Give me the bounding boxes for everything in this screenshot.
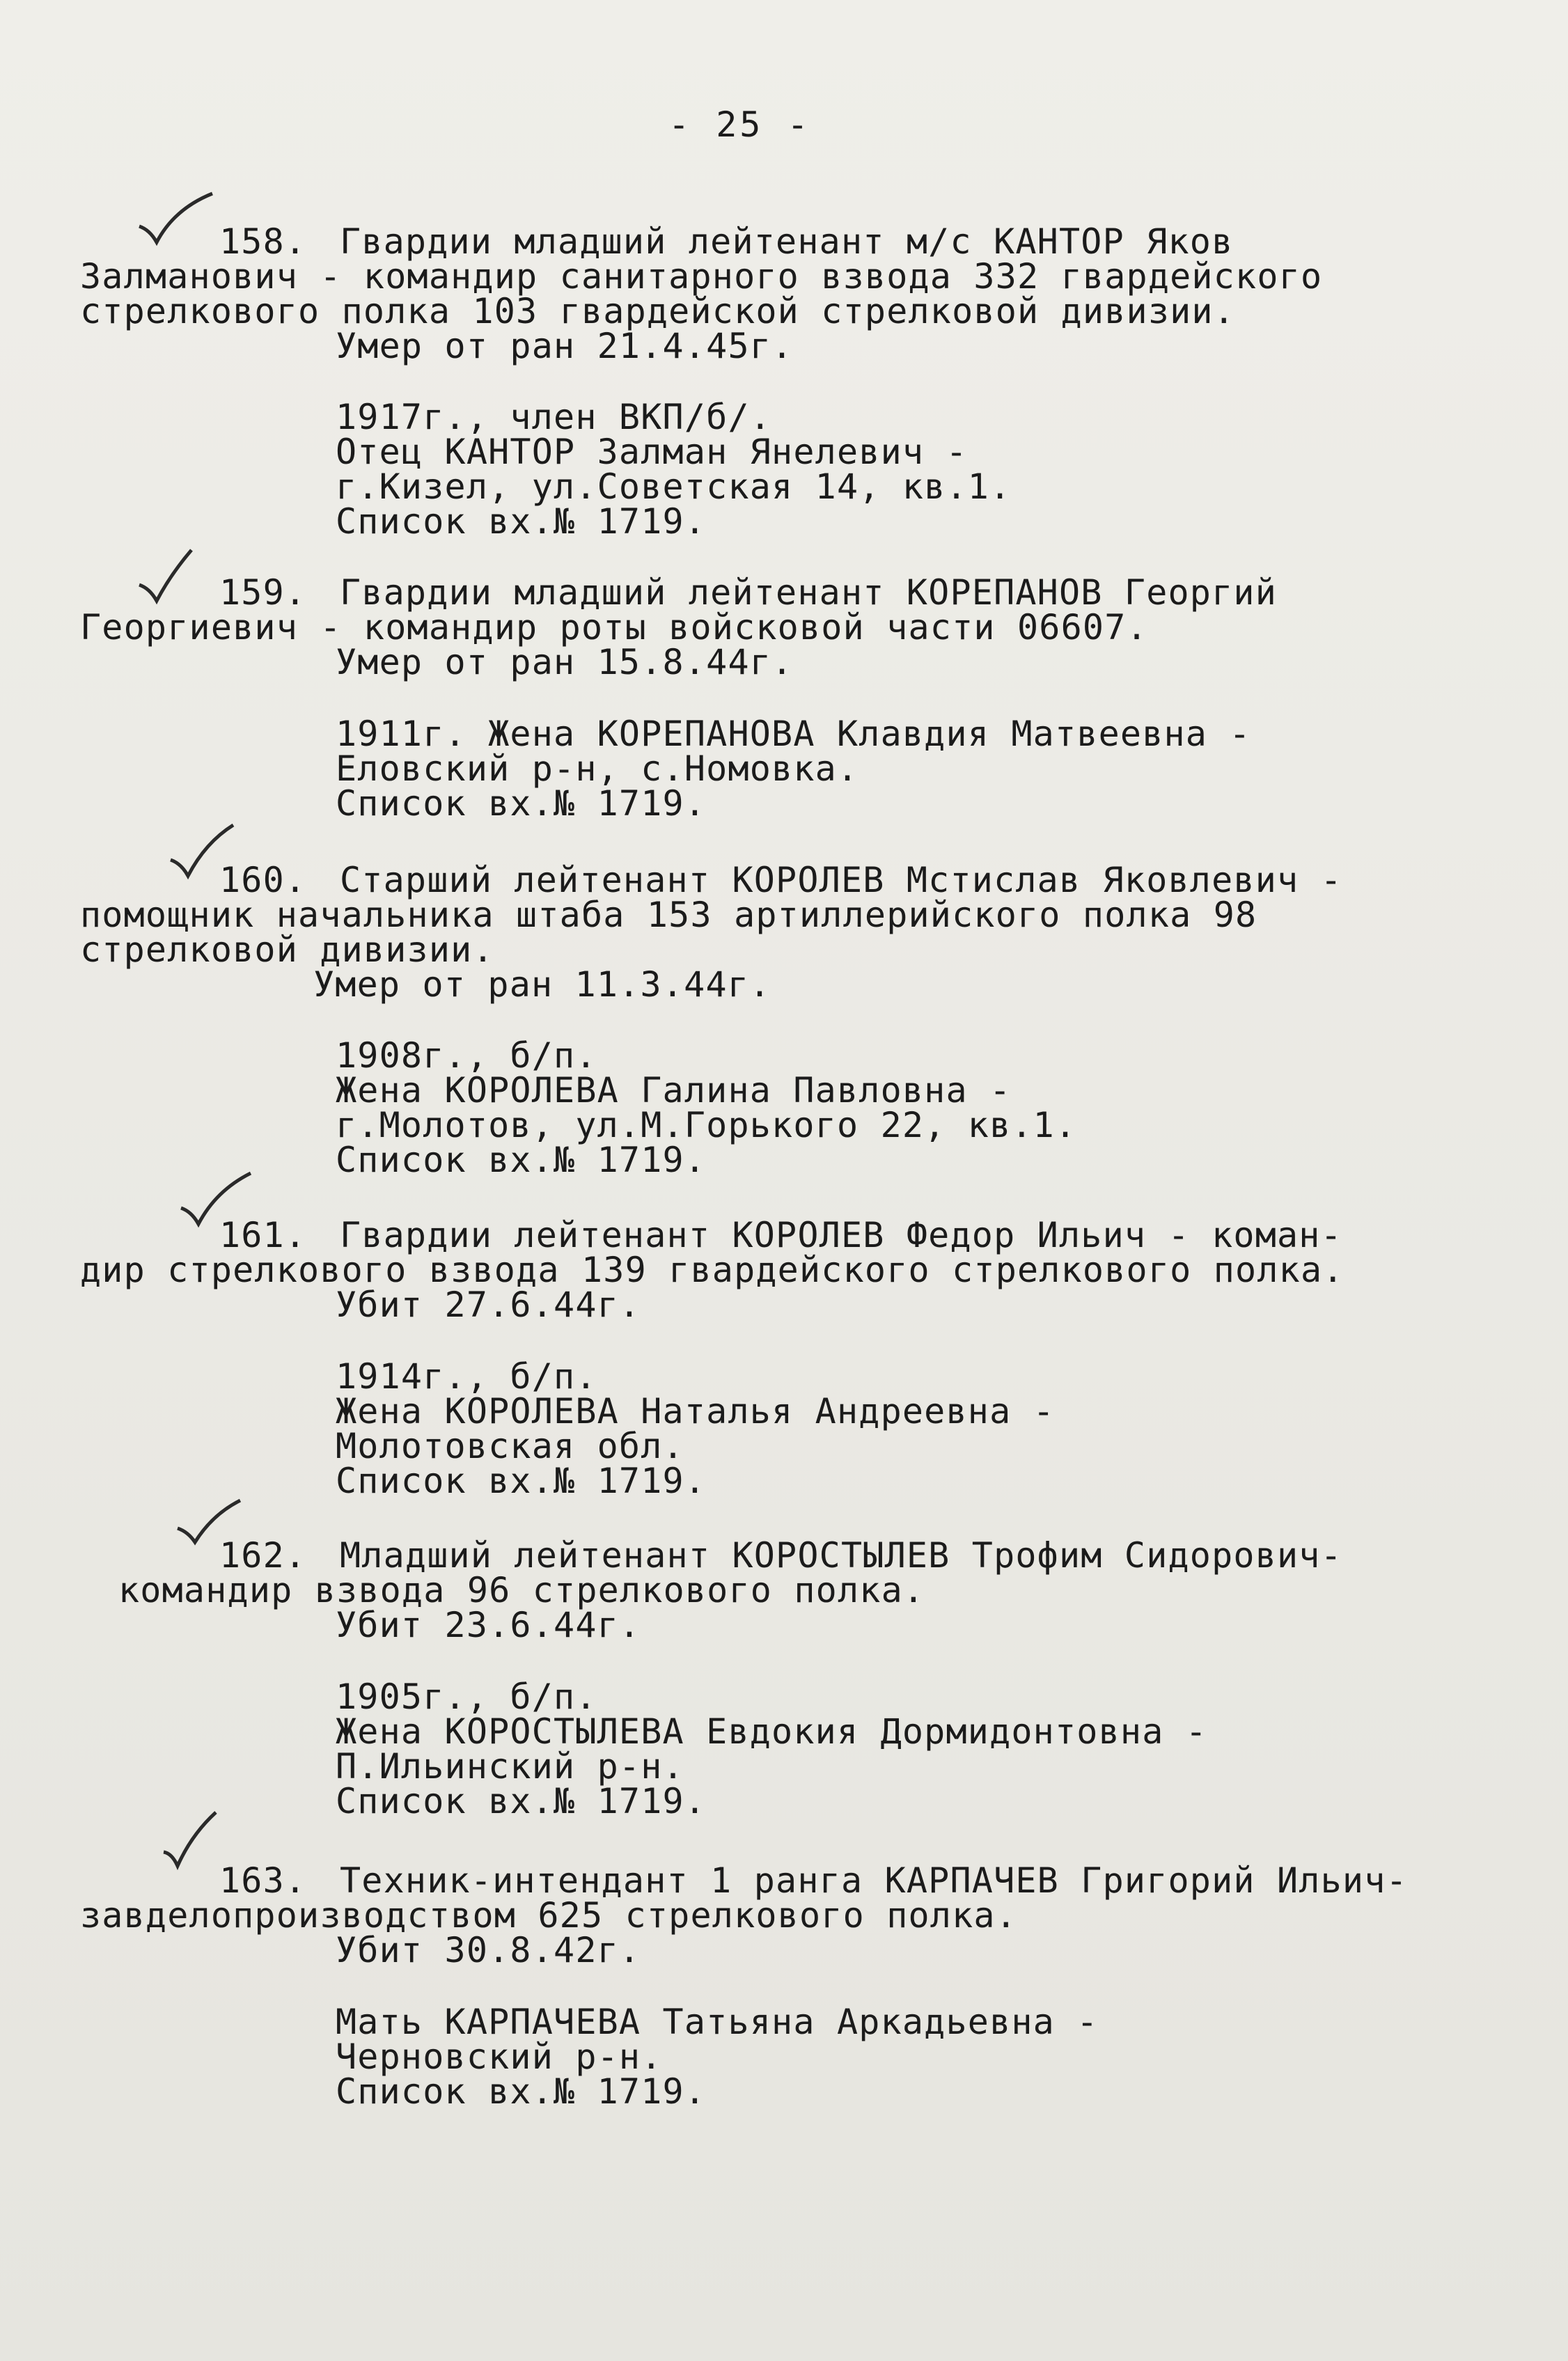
entry-number: 161.	[219, 1215, 307, 1255]
entry-line: Список вх.№ 1719.	[336, 1781, 707, 1821]
entry-line: Список вх.№ 1719.	[336, 501, 707, 542]
entry-line: Старший лейтенант КОРОЛЕВ Мстислав Яковлевич -	[340, 860, 1342, 900]
entry-line: стрелковой дивизии.	[80, 930, 494, 970]
entry-line: 1908г., б/п.	[336, 1035, 597, 1076]
page-number: - 25 -	[668, 104, 811, 145]
entry-line: дир стрелкового взвода 139 гвардейского стрелкового полка.	[80, 1250, 1344, 1290]
entry-line: помощник начальника штаба 153 артиллерийского полка 98	[80, 895, 1257, 935]
entry-line: Убит 23.6.44г.	[336, 1605, 641, 1645]
check-mark-icon	[132, 188, 216, 251]
entry-line: Жена КОРОЛЕВА Наталья Андреевна -	[336, 1391, 1055, 1431]
entry-line: П.Ильинский р-н.	[336, 1746, 684, 1787]
entry-line: Георгиевич - командир роты войсковой части 06607.	[80, 607, 1148, 648]
entry-line: 1917г., член ВКП/б/.	[336, 397, 772, 437]
entry-line: г.Кизел, ул.Советская 14, кв.1.	[336, 466, 1012, 507]
entry-line: Гвардии младший лейтенант КОРЕПАНОВ Георгий	[340, 572, 1278, 613]
entry-line: Список вх.№ 1719.	[336, 2071, 707, 2112]
entry-line: Умер от ран 21.4.45г.	[336, 326, 794, 366]
entry-line: Убит 30.8.42г.	[336, 1930, 641, 1970]
entry-line: стрелкового полка 103 гвардейской стрелковой дивизии.	[80, 291, 1236, 331]
entry-line: Жена КОРОСТЫЛЕВА Евдокия Дормидонтовна -	[336, 1711, 1208, 1752]
entry-number: 162.	[219, 1535, 307, 1576]
check-mark-icon	[132, 547, 216, 609]
entry-line: Гвардии лейтенант КОРОЛЕВ Федор Ильич - коман-	[340, 1215, 1342, 1255]
entry-line: Умер от ран 15.8.44г.	[336, 642, 794, 682]
entry-line: 1905г., б/п.	[336, 1677, 597, 1717]
entry-line: г.Молотов, ул.М.Горького 22, кв.1.	[336, 1105, 1077, 1145]
entry-line: Список вх.№ 1719.	[336, 1461, 707, 1501]
entry-line: Умер от ран 11.3.44г.	[313, 964, 771, 1005]
entry-line: Залманович - командир санитарного взвода 332 гвардейского	[80, 256, 1323, 297]
entry-line: 1911г. Жена КОРЕПАНОВА Клавдия Матвеевна -	[336, 714, 1251, 754]
entry-line: завделопроизводством 625 стрелкового полка.	[80, 1895, 1018, 1936]
entry-line: Техник-интендант 1 ранга КАРПАЧЕВ Григорий Ильич-	[340, 1860, 1408, 1901]
entry-line: Отец КАНТОР Залман Янелевич -	[336, 432, 968, 472]
entry-line: Черновский р-н.	[336, 2037, 663, 2077]
entry-line: Младший лейтенант КОРОСТЫЛЕВ Трофим Сидорович-	[340, 1535, 1342, 1576]
entry-line: Список вх.№ 1719.	[336, 783, 707, 824]
entry-number: 159.	[219, 572, 307, 613]
entry-number: 158.	[219, 221, 307, 262]
entry-number: 163.	[219, 1860, 307, 1901]
entry-line: командир взвода 96 стрелкового полка.	[118, 1570, 925, 1610]
entry-line: Жена КОРОЛЕВА Галина Павловна -	[336, 1070, 1012, 1111]
entry-line: Еловский р-н, с.Номовка.	[336, 748, 859, 789]
entry-line: Молотовская обл.	[336, 1426, 684, 1466]
entry-line: Убит 27.6.44г.	[336, 1285, 641, 1325]
entry-line: Список вх.№ 1719.	[336, 1140, 707, 1180]
entry-number: 160.	[219, 860, 307, 900]
entry-line: Гвардии младший лейтенант м/с КАНТОР Яков	[340, 221, 1234, 262]
entry-line: Мать КАРПАЧЕВА Татьяна Аркадьевна -	[336, 2002, 1099, 2042]
entry-line: 1914г., б/п.	[336, 1356, 597, 1397]
